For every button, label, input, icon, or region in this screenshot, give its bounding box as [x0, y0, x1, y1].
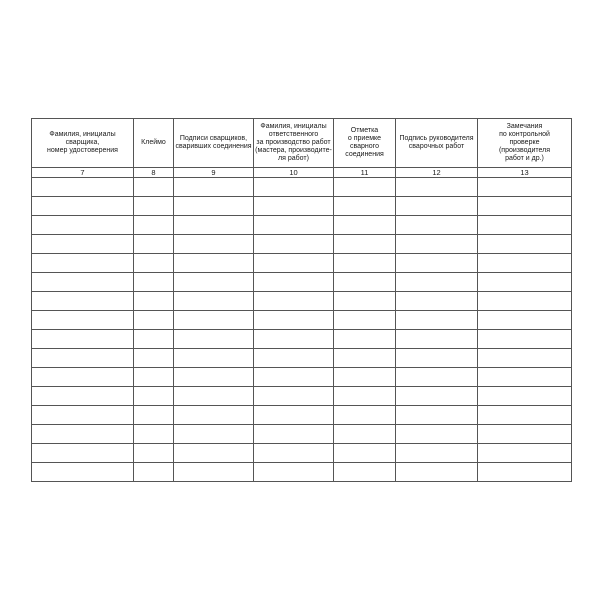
empty-entry-cell[interactable] — [174, 463, 254, 482]
empty-entry-cell[interactable] — [396, 387, 478, 406]
empty-entry-cell[interactable] — [478, 463, 572, 482]
empty-entry-cell[interactable] — [254, 197, 334, 216]
empty-entry-cell[interactable] — [32, 425, 134, 444]
empty-entry-cell[interactable] — [478, 444, 572, 463]
empty-entry-cell[interactable] — [396, 235, 478, 254]
empty-entry-cell[interactable] — [396, 330, 478, 349]
column-number: 8 — [134, 168, 174, 178]
empty-entry-cell[interactable] — [396, 216, 478, 235]
empty-entry-cell[interactable] — [396, 311, 478, 330]
empty-entry-cell[interactable] — [174, 387, 254, 406]
empty-entry-cell[interactable] — [32, 463, 134, 482]
column-header-welder-signatures: Подписи сварщиков, сваривших соединения — [174, 119, 254, 168]
empty-entry-cell[interactable] — [254, 406, 334, 425]
empty-entry-cell[interactable] — [134, 406, 174, 425]
empty-entry-cell[interactable] — [478, 425, 572, 444]
empty-entry-cell[interactable] — [254, 330, 334, 349]
empty-entry-cell[interactable] — [32, 216, 134, 235]
table-row — [32, 349, 572, 368]
table-row — [32, 387, 572, 406]
empty-entry-cell[interactable] — [334, 425, 396, 444]
empty-entry-cell[interactable] — [334, 311, 396, 330]
empty-entry-cell[interactable] — [134, 330, 174, 349]
empty-entry-cell[interactable] — [334, 273, 396, 292]
table-row — [32, 444, 572, 463]
table-row — [32, 197, 572, 216]
empty-entry-cell[interactable] — [478, 254, 572, 273]
empty-entry-cell[interactable] — [174, 254, 254, 273]
table-row — [32, 311, 572, 330]
empty-entry-cell[interactable] — [174, 235, 254, 254]
empty-entry-cell[interactable] — [334, 178, 396, 197]
column-number: 11 — [334, 168, 396, 178]
empty-entry-cell[interactable] — [254, 292, 334, 311]
empty-entry-cell[interactable] — [254, 216, 334, 235]
empty-entry-cell[interactable] — [134, 311, 174, 330]
table-row — [32, 178, 572, 197]
empty-entry-cell[interactable] — [174, 178, 254, 197]
table-row — [32, 330, 572, 349]
empty-entry-cell[interactable] — [478, 387, 572, 406]
welding-journal-table — [31, 118, 572, 482]
journal-sheet — [31, 118, 571, 482]
empty-entry-cell[interactable] — [32, 235, 134, 254]
empty-entry-cell[interactable] — [134, 349, 174, 368]
column-header-responsible-person: Фамилия, инициалы ответственного за производство работ (мастера, производите- ля работ) — [254, 119, 334, 168]
table-row — [32, 368, 572, 387]
empty-entry-cell[interactable] — [396, 425, 478, 444]
table-row — [32, 425, 572, 444]
empty-entry-cell[interactable] — [174, 216, 254, 235]
column-number: 13 — [478, 168, 572, 178]
empty-entry-cell[interactable] — [396, 444, 478, 463]
empty-entry-cell[interactable] — [334, 349, 396, 368]
empty-entry-cell[interactable] — [254, 463, 334, 482]
column-number: 9 — [174, 168, 254, 178]
empty-entry-cell[interactable] — [174, 330, 254, 349]
empty-entry-cell[interactable] — [254, 368, 334, 387]
empty-entry-cell[interactable] — [134, 444, 174, 463]
empty-entry-cell[interactable] — [174, 311, 254, 330]
empty-entry-cell[interactable] — [134, 425, 174, 444]
table-row — [32, 254, 572, 273]
column-number: 7 — [32, 168, 134, 178]
empty-entry-cell[interactable] — [478, 349, 572, 368]
empty-entry-cell[interactable] — [334, 463, 396, 482]
empty-entry-cell[interactable] — [32, 406, 134, 425]
empty-entry-cell[interactable] — [334, 387, 396, 406]
empty-entry-cell[interactable] — [254, 254, 334, 273]
empty-entry-cell[interactable] — [396, 178, 478, 197]
empty-entry-cell[interactable] — [174, 273, 254, 292]
empty-entry-cell[interactable] — [32, 178, 134, 197]
empty-entry-cell[interactable] — [396, 197, 478, 216]
empty-entry-cell[interactable] — [334, 197, 396, 216]
column-header-welder-name: Фамилия, инициалы сварщика, номер удостоверения — [32, 119, 134, 168]
empty-entry-cell[interactable] — [396, 273, 478, 292]
empty-entry-cell[interactable] — [254, 311, 334, 330]
empty-entry-cell[interactable] — [134, 273, 174, 292]
column-header-stamp: Клеймо — [134, 119, 174, 168]
empty-entry-cell[interactable] — [334, 292, 396, 311]
table-row — [32, 216, 572, 235]
header-row — [32, 119, 572, 168]
empty-entry-cell[interactable] — [32, 311, 134, 330]
empty-entry-cell[interactable] — [254, 425, 334, 444]
empty-entry-cell[interactable] — [478, 406, 572, 425]
empty-entry-cell[interactable] — [134, 216, 174, 235]
empty-entry-cell[interactable] — [134, 235, 174, 254]
empty-entry-cell[interactable] — [32, 273, 134, 292]
table-row — [32, 292, 572, 311]
empty-entry-cell[interactable] — [334, 254, 396, 273]
empty-entry-cell[interactable] — [134, 197, 174, 216]
table-row — [32, 235, 572, 254]
empty-entry-cell[interactable] — [134, 254, 174, 273]
empty-entry-cell[interactable] — [32, 197, 134, 216]
table-row — [32, 463, 572, 482]
empty-entry-cell[interactable] — [334, 444, 396, 463]
empty-entry-cell[interactable] — [254, 387, 334, 406]
empty-entry-cell[interactable] — [32, 330, 134, 349]
empty-entry-cell[interactable] — [334, 368, 396, 387]
empty-entry-cell[interactable] — [134, 368, 174, 387]
empty-entry-cell[interactable] — [134, 463, 174, 482]
empty-entry-cell[interactable] — [478, 273, 572, 292]
empty-entry-cell[interactable] — [174, 406, 254, 425]
empty-entry-cell[interactable] — [32, 292, 134, 311]
empty-entry-cell[interactable] — [32, 444, 134, 463]
empty-entry-cell[interactable] — [254, 235, 334, 254]
column-header-inspection-remarks: Замечания по контрольной проверке (производителя работ и др.) — [478, 119, 572, 168]
column-number-row — [32, 168, 572, 178]
empty-entry-cell[interactable] — [254, 273, 334, 292]
empty-entry-cell[interactable] — [174, 368, 254, 387]
empty-entry-cell[interactable] — [334, 216, 396, 235]
empty-entry-cell[interactable] — [174, 425, 254, 444]
empty-entry-cell[interactable] — [254, 444, 334, 463]
empty-entry-cell[interactable] — [396, 463, 478, 482]
empty-entry-cell[interactable] — [334, 330, 396, 349]
empty-entry-cell[interactable] — [174, 197, 254, 216]
column-header-acceptance-mark: Отметка о приемке сварного соединения — [334, 119, 396, 168]
empty-entry-cell[interactable] — [334, 235, 396, 254]
empty-entry-cell[interactable] — [478, 292, 572, 311]
empty-entry-cell[interactable] — [396, 368, 478, 387]
empty-entry-cell[interactable] — [32, 387, 134, 406]
column-number: 12 — [396, 168, 478, 178]
empty-entry-cell[interactable] — [32, 368, 134, 387]
empty-entry-cell[interactable] — [174, 349, 254, 368]
table-row — [32, 406, 572, 425]
column-number: 10 — [254, 168, 334, 178]
empty-entry-cell[interactable] — [134, 178, 174, 197]
empty-entry-cell[interactable] — [334, 406, 396, 425]
empty-entry-cell[interactable] — [134, 387, 174, 406]
empty-entry-cell[interactable] — [478, 235, 572, 254]
empty-entry-cell[interactable] — [478, 368, 572, 387]
table-row — [32, 273, 572, 292]
empty-entry-cell[interactable] — [174, 292, 254, 311]
empty-entry-cell[interactable] — [478, 311, 572, 330]
empty-entry-cell[interactable] — [254, 349, 334, 368]
empty-entry-cell[interactable] — [396, 292, 478, 311]
empty-entry-cell[interactable] — [32, 254, 134, 273]
column-header-supervisor-signature: Подпись руководителя сварочных работ — [396, 119, 478, 168]
empty-entry-cell[interactable] — [396, 406, 478, 425]
empty-entry-cell[interactable] — [478, 330, 572, 349]
empty-entry-cell[interactable] — [134, 292, 174, 311]
empty-entry-cell[interactable] — [478, 178, 572, 197]
empty-entry-cell[interactable] — [32, 349, 134, 368]
empty-entry-cell[interactable] — [478, 216, 572, 235]
empty-entry-cell[interactable] — [174, 444, 254, 463]
journal-body — [32, 178, 572, 482]
empty-entry-cell[interactable] — [396, 254, 478, 273]
empty-entry-cell[interactable] — [478, 197, 572, 216]
empty-entry-cell[interactable] — [396, 349, 478, 368]
empty-entry-cell[interactable] — [254, 178, 334, 197]
